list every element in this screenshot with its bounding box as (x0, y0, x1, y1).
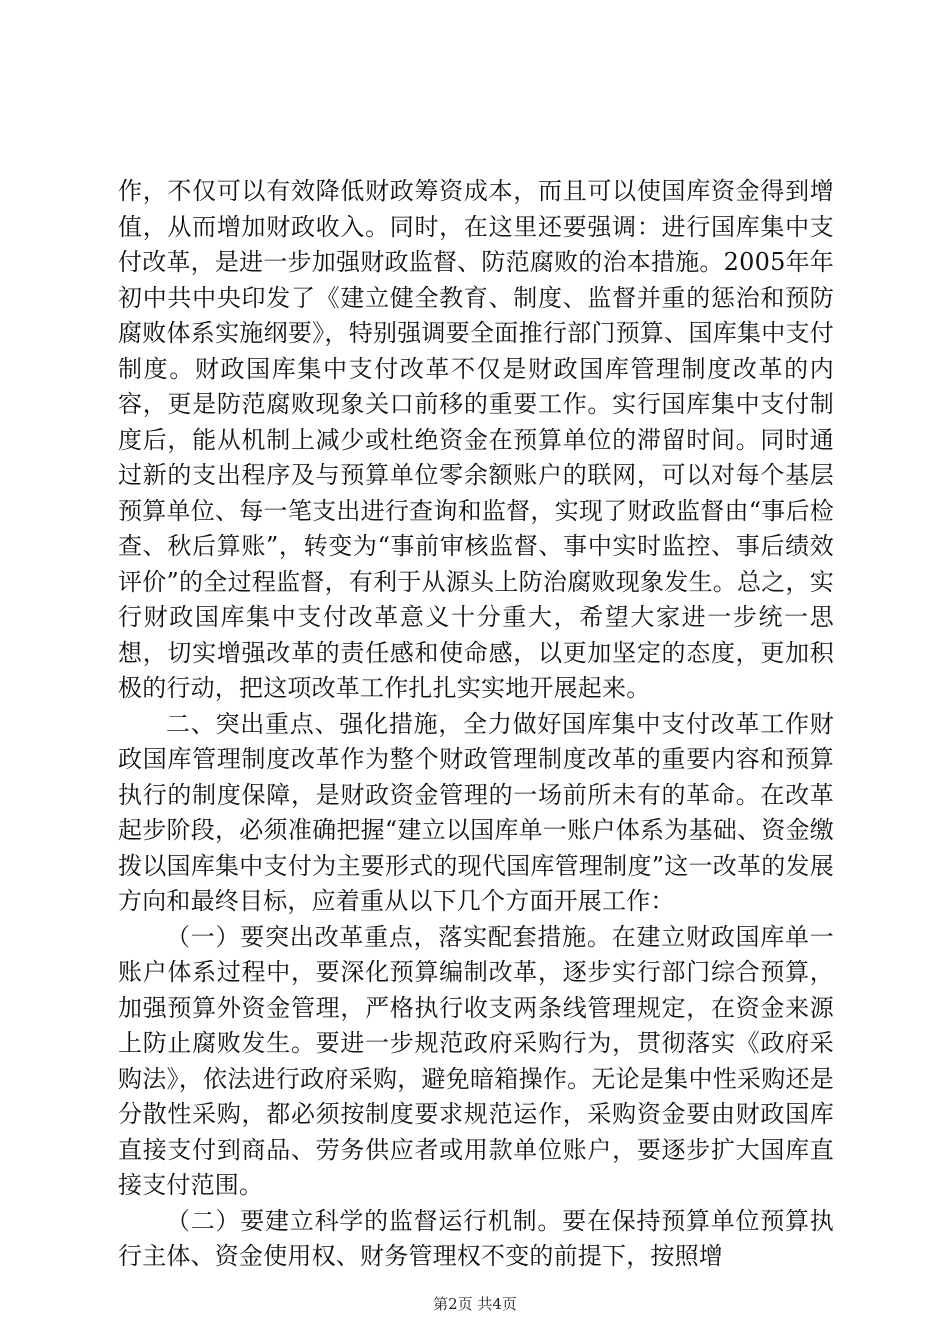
page-footer: 第2页 共4页 (433, 1295, 517, 1313)
paragraph-2: 二、突出重点、强化措施，全力做好国库集中支付改革工作财政国库管理制度改革作为整个财政管理制度改革的重要内容和预算执行的制度保障，是财政资金管理的一场前所未有的革命。在改革起步阶段，必须准确把握“建立以国库单一账户体系为基础、资金缴拨以国库集中支付为主要形式的现代国库管理制度”这一改革的发展方向和最终目标，应着重从以下几个方面开展工作： (118, 709, 834, 915)
paragraph-3: （一）要突出改革重点，落实配套措施。在建立财政国库单一账户体系过程中，要深化预算编制改革，逐步实行部门综合预算，加强预算外资金管理，严格执行收支两条线管理规定，在资金来源上防止腐败发生。要进一步规范政府采购行为，贯彻落实《政府采购法》，依法进行政府采购，避免暗箱操作。无论是集中性采购还是分散性采购，都必须按制度要求规范运作，采购资金要由财政国库直接支付到商品、劳务供应者或用款单位账户，要逐步扩大国库直接支付范围。 (118, 922, 834, 1199)
document-body (118, 174, 834, 1275)
paragraph-1: 作，不仅可以有效降低财政筹资成本，而且可以使国库资金得到增值，从而增加财政收入。同时，在这里还要强调：进行国库集中支付改革，是进一步加强财政监督、防范腐败的治本措施。2005年年初中共中央印发了《建立健全教育、制度、监督并重的惩治和预防腐败体系实施纲要》，特别强调要全面推行部门预算、国库集中支付制度。财政国库集中支付改革不仅是财政国库管理制度改革的内容，更是防范腐败现象关口前移的重要工作。实行国库集中支付制度后，能从机制上减少或杜绝资金在预算单位的滞留时间。同时通过新的支出程序及与预算单位零余额账户的联网，可以对每个基层预算单位、每一笔支出进行查询和监督，实现了财政监督由“事后检查、秋后算账”，转变为“事前审核监督、事中实时监控、事后绩效评价”的全过程监督，有利于从源头上防治腐败现象发生。总之，实行财政国库集中支付改革意义十分重大，希望大家进一步统一思想，切实增强改革的责任感和使命感，以更加坚定的态度，更加积极的行动，把这项改革工作扎扎实实地开展起来。 (118, 177, 834, 702)
paragraph-4: （二）要建立科学的监督运行机制。要在保持预算单位预算执行主体、资金使用权、财务管理权不变的前提下，按照增 (118, 1206, 834, 1270)
